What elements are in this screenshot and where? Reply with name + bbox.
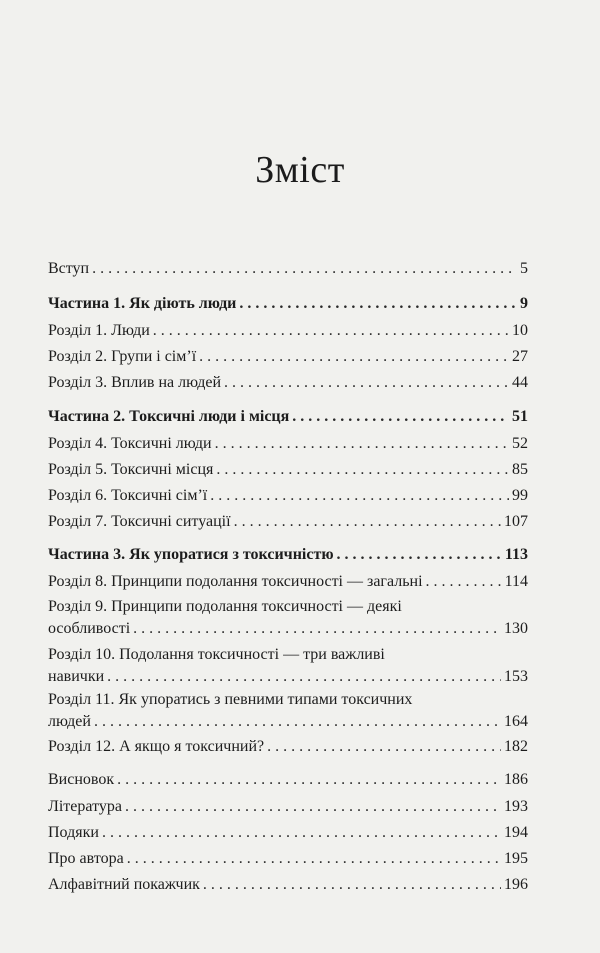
toc-entry-label: Частина 2. Токсичні люди і місця	[48, 408, 290, 425]
toc-entry-label: Розділ 1. Люди	[48, 322, 150, 339]
toc-entry-label: Розділ 3. Вплив на людей	[48, 374, 222, 391]
toc-entry-acknowledgements[interactable]	[48, 822, 528, 844]
dot-leader	[203, 874, 501, 896]
toc-entry-about-author[interactable]	[48, 848, 528, 870]
toc-entry-label: Розділ 8. Принципи подолання токсичності — загальні	[48, 573, 423, 590]
toc-page-number: 27	[512, 348, 528, 365]
toc-page-number: 164	[504, 713, 528, 730]
toc-entry-label: Вступ	[48, 260, 90, 277]
toc-entry-label: особливості	[48, 620, 131, 637]
dot-leader	[125, 796, 501, 818]
dot-leader	[94, 711, 501, 733]
toc-entry-label: Розділ 12. А якщо я токсичний?	[48, 738, 265, 755]
toc-entry-label: Розділ 4. Токсичні люди	[48, 435, 212, 452]
toc-entry-label: Розділ 2. Групи і сім’ї	[48, 348, 197, 365]
toc-page-number: 5	[520, 260, 528, 277]
toc-entry-chapter-9[interactable]	[48, 618, 528, 640]
toc-entry-chapter-7[interactable]	[48, 511, 528, 533]
toc-page-number: 52	[512, 435, 528, 452]
dot-leader	[117, 769, 501, 791]
toc-entry-chapter-6[interactable]	[48, 485, 528, 507]
toc-page-number: 51	[512, 408, 528, 425]
toc-entry-chapter-10[interactable]	[48, 666, 528, 688]
toc-entry-label: Розділ 7. Токсичні ситуації	[48, 513, 231, 530]
toc-entry-chapter-4[interactable]	[48, 433, 528, 455]
toc-entry-label: Розділ 6. Токсичні сім’ї	[48, 487, 208, 504]
toc-entry-chapter-5[interactable]	[48, 459, 528, 481]
toc-page-number: 85	[512, 461, 528, 478]
toc-entry-label: Висновок	[48, 771, 115, 788]
toc-entry-label-line1: Розділ 10. Подолання токсичності — три важливі	[48, 646, 385, 663]
toc-entry-chapter-3[interactable]	[48, 372, 528, 394]
dot-leader	[234, 511, 501, 533]
toc-page-number: 194	[504, 824, 528, 841]
dot-leader	[127, 848, 501, 870]
toc-entry-label: Література	[48, 798, 122, 815]
toc-entry-part-3[interactable]	[48, 544, 528, 566]
dot-leader	[210, 485, 509, 507]
dot-leader	[337, 544, 502, 566]
toc-page-number: 195	[504, 850, 528, 867]
toc-entry-label: Подяки	[48, 824, 99, 841]
toc-entry-chapter-1[interactable]	[48, 320, 528, 342]
dot-leader	[267, 736, 501, 758]
dot-leader	[215, 433, 509, 455]
dot-leader	[426, 571, 502, 593]
dot-leader	[107, 666, 501, 688]
toc-page-number: 107	[504, 513, 528, 530]
toc-entry-part-2[interactable]	[48, 406, 528, 428]
toc-page-number: 44	[512, 374, 528, 391]
dot-leader	[216, 459, 509, 481]
dot-leader	[92, 258, 517, 280]
toc-entry-label: навички	[48, 668, 105, 685]
toc-entry-label: Про автора	[48, 850, 124, 867]
dot-leader	[153, 320, 509, 342]
toc-page-number: 182	[504, 738, 528, 755]
toc-page-number: 193	[504, 798, 528, 815]
toc-entry-label: Частина 3. Як упоратися з токсичністю	[48, 546, 334, 563]
dot-leader	[292, 406, 509, 428]
toc-entry-conclusion[interactable]	[48, 769, 528, 791]
dot-leader	[199, 346, 509, 368]
toc-entry-chapter-8[interactable]	[48, 571, 528, 593]
toc-entry-label: Алфавітний покажчик	[48, 876, 200, 893]
page-title: Зміст	[255, 149, 345, 191]
toc-page-number: 99	[512, 487, 528, 504]
toc-entry-label: Частина 1. Як діють люди	[48, 295, 237, 312]
toc-entry-chapter-12[interactable]	[48, 736, 528, 758]
toc-page-number: 10	[512, 322, 528, 339]
toc-page-number: 196	[504, 876, 528, 893]
toc-entry-intro[interactable]	[48, 258, 528, 280]
dot-leader	[133, 618, 501, 640]
toc-page-number: 130	[504, 620, 528, 637]
toc-entry-label: Розділ 5. Токсичні місця	[48, 461, 214, 478]
toc-entry-label-line1: Розділ 11. Як упоратись з певними типами токсичних	[48, 691, 413, 708]
toc-entry-label: людей	[48, 713, 91, 730]
toc-page-number: 153	[504, 668, 528, 685]
toc-entry-literature[interactable]	[48, 796, 528, 818]
dot-leader	[224, 372, 509, 394]
toc-entry-chapter-2[interactable]	[48, 346, 528, 368]
toc-page-number: 114	[504, 573, 528, 590]
toc-entry-index[interactable]	[48, 874, 528, 896]
dot-leader	[102, 822, 501, 844]
toc-page-number: 9	[520, 295, 528, 312]
toc-entry-label-line1: Розділ 9. Принципи подолання токсичності — деякі	[48, 598, 402, 615]
toc-entry-part-1[interactable]	[48, 293, 528, 315]
toc-entry-chapter-11[interactable]	[48, 711, 528, 733]
toc-page-number: 186	[504, 771, 528, 788]
dot-leader	[239, 293, 517, 315]
toc-page-number: 113	[504, 546, 528, 563]
